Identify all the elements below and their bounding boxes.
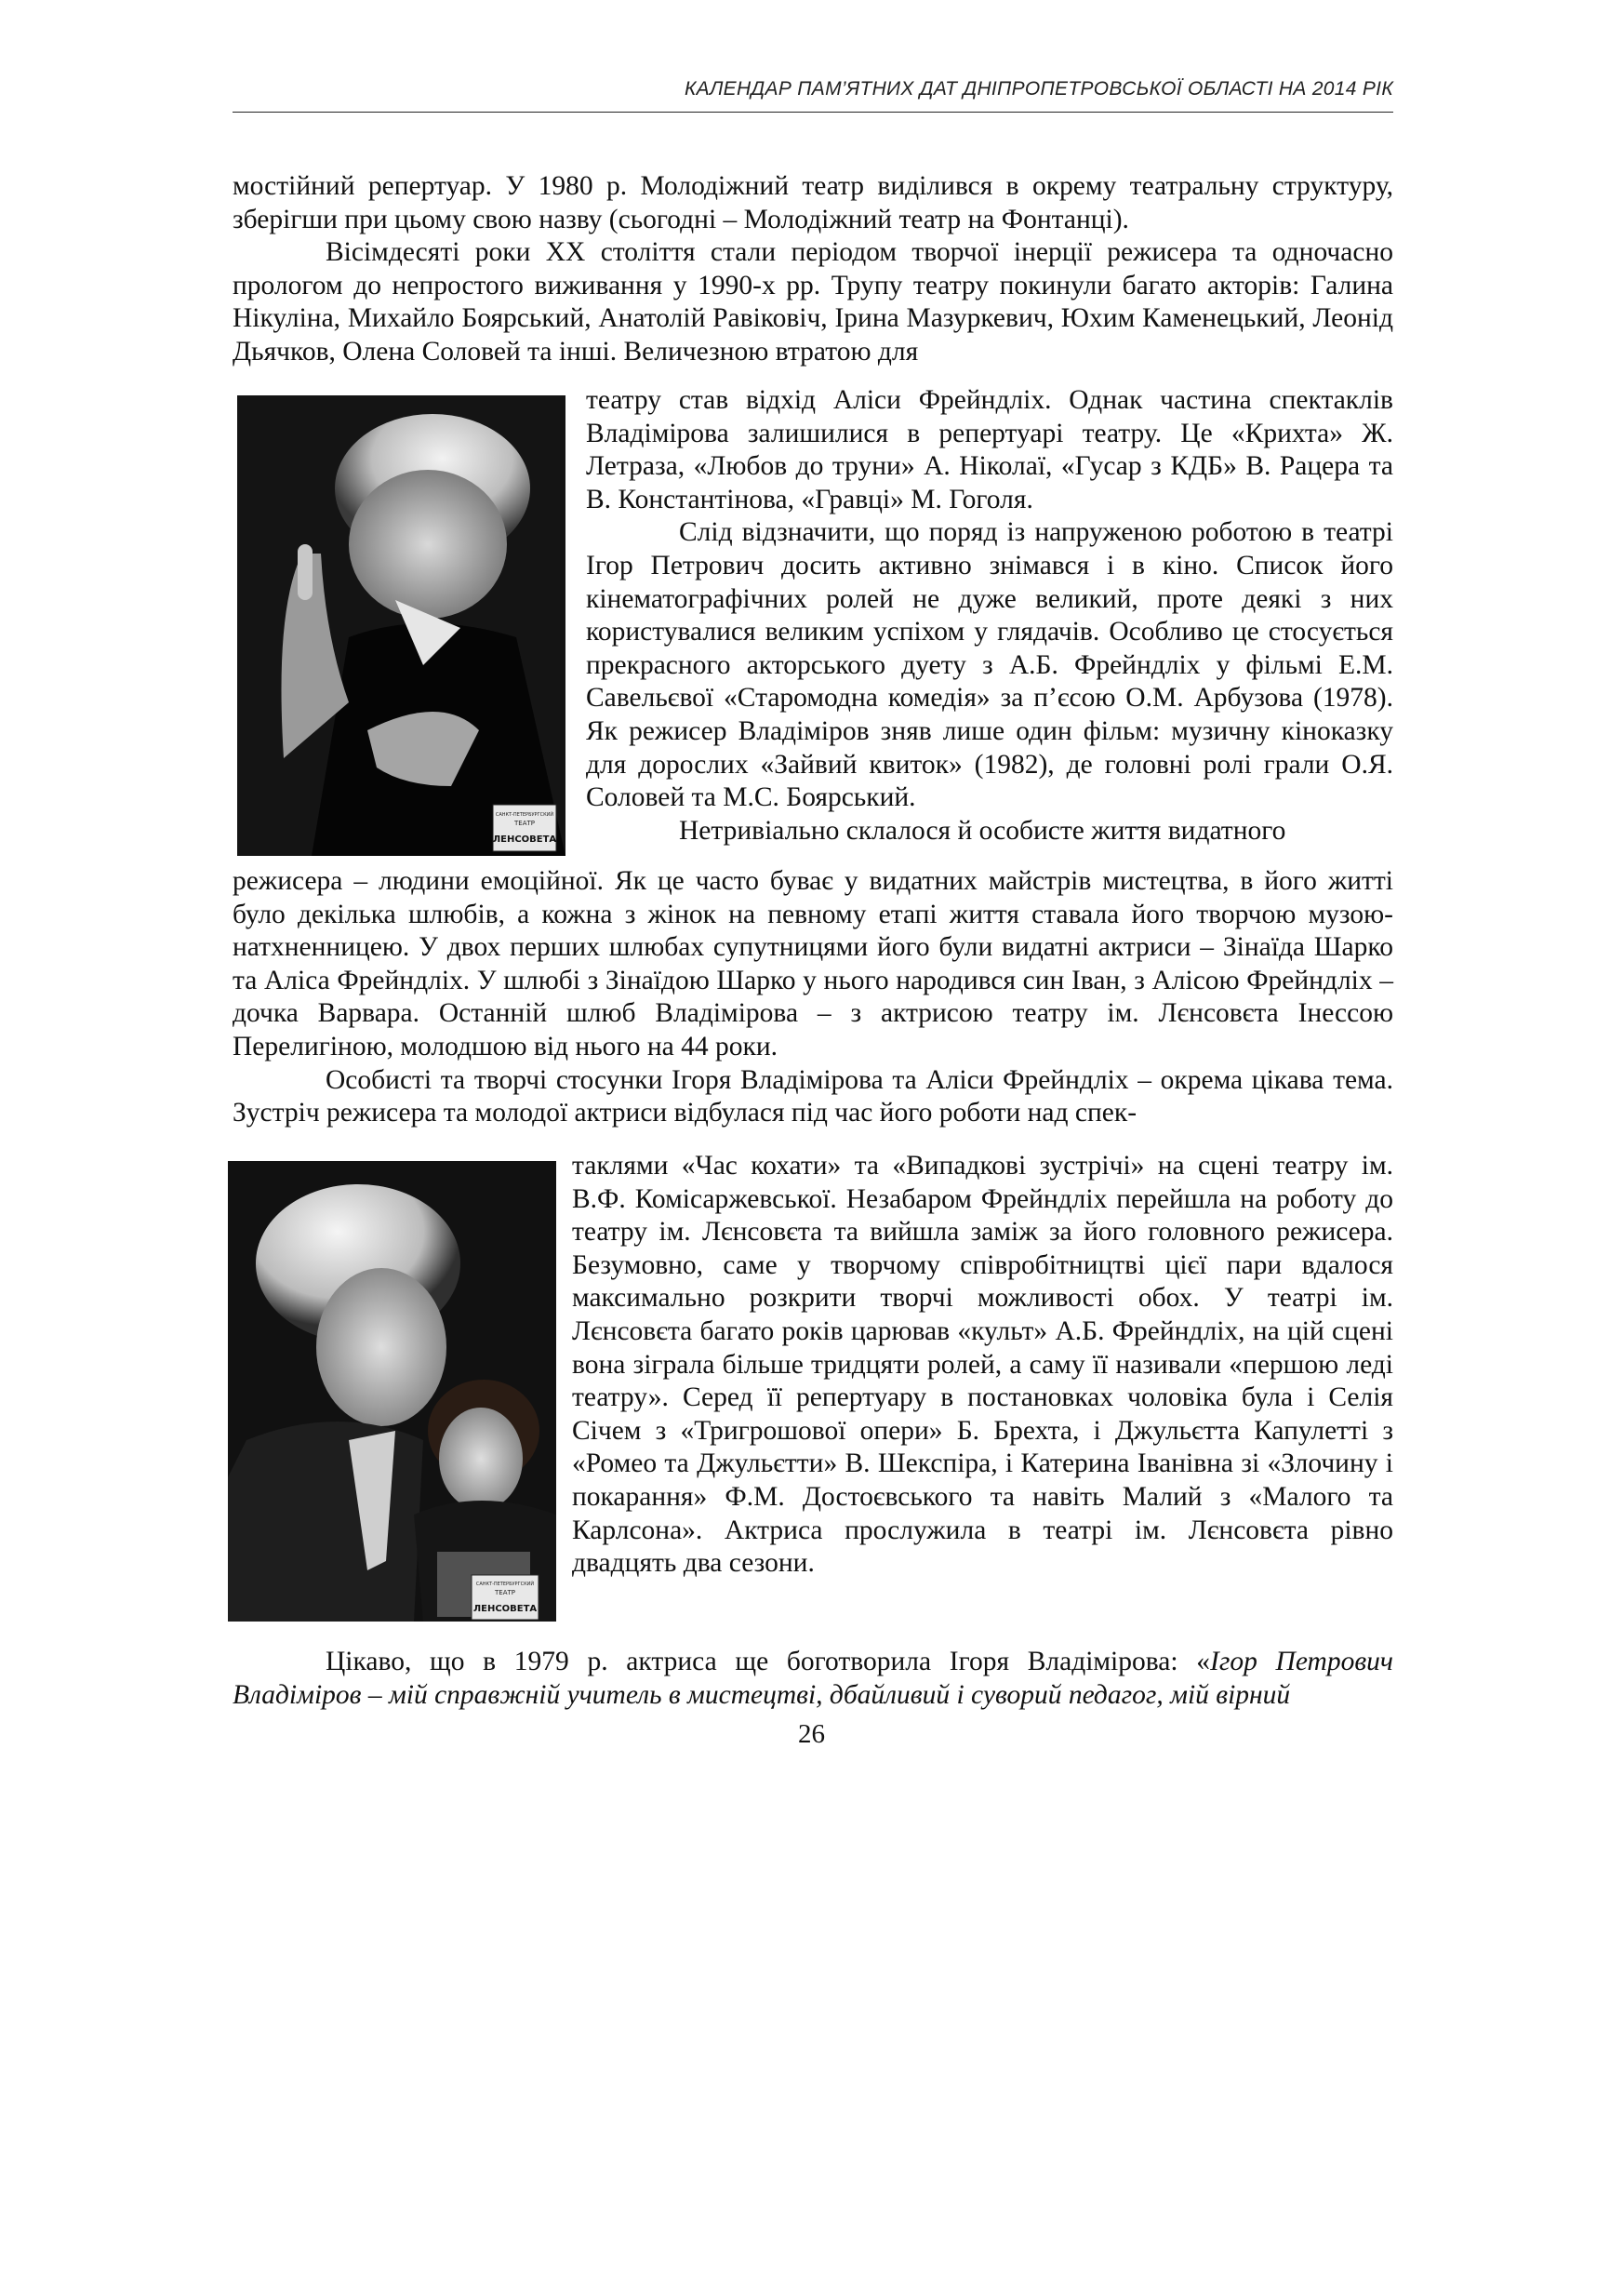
paragraph-2-top: Вісімдесяті роки ХХ століття стали періодом творчої інерції режисера та одночасно прологом до непростого виживання у 1990-х рр. Трупу театру покинули багато акторів: Галина Нікуліна, Михайло Боярський, Анатолій Равіковіч, Ірина Мазуркевич, Юхим Каменецький, Леонід Дьячков, Олена Соловей та інші. Величезною втратою для bbox=[233, 237, 1393, 367]
paragraph-6 bbox=[233, 1646, 1393, 1712]
paragraph-6-start: Цікаво, що в 1979 р. актриса ще боготворила Ігоря Владімірова: « bbox=[326, 1647, 1211, 1676]
paragraph-3: Слід відзначити, що поряд із напруженою роботою в театрі Ігор Петрович досить активно знімався і в кіно. Список його кінематографічних ролей не дуже великий, проте деякі з них користувалися великим успіхом у глядачів. Особливо це стосується прекрасного акторського дуету з А.Б. Фрейндліх у фільмі Е.М. Савельєвої «Старомодна комедія» за п’єсою О.М. Арбузова (1978). Як режисер Владіміров зняв лише один фільм: музичну кіноказку для дорослих «Зайвий квиток» (1982), де головні ролі грали О.Я. Соловей та М.С. Боярський. bbox=[586, 517, 1393, 813]
text-block-photo1-side bbox=[586, 384, 1393, 848]
stamp-line2: ТЕАТР bbox=[514, 820, 535, 827]
text-block-middle bbox=[233, 865, 1393, 1130]
portrait-photo-2 bbox=[228, 1161, 556, 1622]
paragraph-4-full: режисера – людини емоційної. Як це часто буває у видатних майстрів мистецтва, в його житті було декілька шлюбів, а кожна з жінок на певному етапі життя ставала його творчою музою-натхненницею. У двох перших шлюбах супутницями його були видатні актриси – Зінаїда Шарко та Аліса Фрейндліх. У шлюбі з Зінаїдою Шарко у нього народився син Іван, з Алісою Фрейндліх – дочка Варвара. Останній шлюб Владімірова – з актрисою театру ім. Лєнсовєта Інессою Перелигіною, молодшою від нього на 44 роки. bbox=[233, 866, 1393, 1061]
paragraph-5-side: таклями «Час кохати» та «Випадкові зустрічі» на сцені театру ім. В.Ф. Комісаржевської. Незабаром Фрейндліх перейшла на роботу до театру ім. Лєнсовєта та вийшла заміж за його головного режисера. Безумовно, саме у творчому співробітництві цієї пари вдалося максимально розкрити творчі можливості обох. У театрі ім. Лєнсовєта багато років царював «культ» А.Б. Фрейндліх, на цій сцені вона зіграла більше тридцяти ролей, а саму її називали «першою леді театру». Серед її репертуару в постановках чоловіка була і Селія Січем з «Тригрошової опери» Б. Брехта, і Джульєтта Капулетті з «Ромео та Джульєтти» В. Шекспіра, і Катерина Іванівна зі «Злочину і покарання» Ф.М. Достоєвського та навіть Малий з «Малого та Карлсона». Актриса прослужила в театрі ім. Лєнсовєта рівно двадцять два сезони. bbox=[572, 1151, 1393, 1579]
photo-vladimirov-portrait bbox=[237, 395, 565, 856]
text-block-bottom bbox=[233, 1646, 1393, 1712]
text-block-photo2-side bbox=[572, 1150, 1393, 1581]
paragraph-5-top: Особисті та творчі стосунки Ігоря Владімірова та Аліси Фрейндліх – окрема цікава тема. Зустріч режисера та молодої актриси відбулася під час його роботи над спек- bbox=[233, 1064, 1393, 1128]
stamp-line3: ЛЕНСОВЕТА bbox=[472, 1604, 538, 1614]
paragraph-4-side: Нетривіально склалося й особисте життя видатного bbox=[679, 815, 1286, 846]
stamp-line3: ЛЕНСОВЕТА bbox=[492, 834, 557, 845]
running-header bbox=[233, 74, 1393, 113]
stamp-line1: САНКТ-ПЕТЕРБУРГСКИЙ bbox=[495, 812, 554, 818]
photo-vladimirov-freindlikh bbox=[228, 1161, 556, 1622]
stamp-line2: ТЕАТР bbox=[495, 1589, 515, 1596]
paragraph-6-quote: Ігор Петрович Владіміров – мій справжній учитель в мистецтві, дбайливий і суворий педагог, мій вірний bbox=[233, 1647, 1393, 1710]
portrait-photo-1 bbox=[237, 395, 565, 856]
running-title: КАЛЕНДАР ПАМ’ЯТНИХ ДАТ ДНІПРОПЕТРОВСЬКОЇ ОБЛАСТІ НА 2014 РІК bbox=[684, 78, 1393, 100]
paragraph-2-side: театру став відхід Аліси Фрейндліх. Однак частина спектаклів Владімірова залишилися в репертуарі театру. Це «Крихта» Ж. Летраза, «Любов до труни» А. Ніколаї, «Гусар з КДБ» В. Рацера та В. Константінова, «Гравці» М. Гоголя. bbox=[586, 385, 1393, 514]
stamp-line1: САНКТ-ПЕТЕРБУРГСКИЙ bbox=[475, 1582, 535, 1587]
text-block-top bbox=[233, 170, 1393, 369]
paragraph-1: мостійний репертуар. У 1980 р. Молодіжний театр виділився в окрему театральну структуру, зберігши при цьому свою назву (сьогодні – Молодіжний театр на Фонтанці). bbox=[233, 171, 1393, 234]
page-number: 26 bbox=[798, 1719, 825, 1749]
